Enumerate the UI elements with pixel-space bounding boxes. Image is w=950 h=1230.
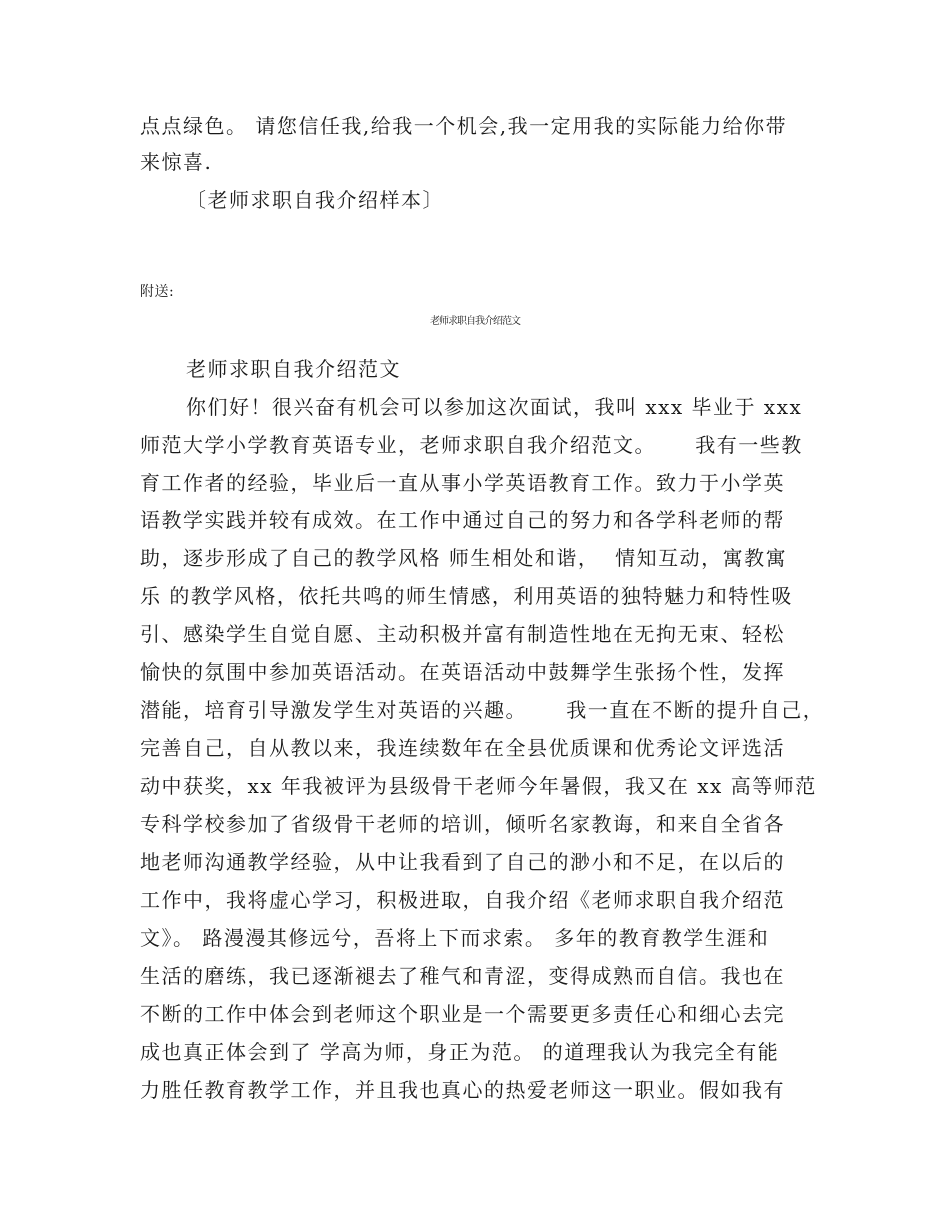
paragraph-line: 来惊喜. [140, 150, 213, 174]
body-line: 不断的工作中体会到老师这个职业是一个需要更多责任心和细心去完 [140, 1002, 785, 1026]
section-heading: 老师求职自我介绍范文 [186, 357, 401, 381]
body-line: 语教学实践并较有成效。在工作中通过自己的努力和各学科老师的帮 [140, 508, 785, 532]
body-line: 助，逐步形成了自己的教学风格 师生相处和谐， 情知互动，寓教寓 [140, 546, 788, 570]
body-line: 引、感染学生自觉自愿、主动积极并富有制造性地在无拘无束、轻松 [140, 622, 785, 646]
body-line: 动中获奖，xx 年我被评为县级骨干老师今年暑假，我又在 xx 高等师范 [140, 774, 817, 798]
body-line: 专科学校参加了省级骨干老师的培训，倾听名家教诲，和来自全省各 [140, 812, 785, 836]
body-line: 你们好！很兴奋有机会可以参加这次面试，我叫 xxx 毕业于 xxx [186, 395, 803, 419]
body-line: 育工作者的经验，毕业后一直从事小学英语教育工作。致力于小学英 [140, 471, 785, 495]
body-line: 完善自己，自从教以来，我连续数年在全县优质课和优秀论文评选活 [140, 736, 785, 760]
sample-note: 〔老师求职自我介绍样本〕 [186, 188, 444, 212]
body-line: 文》。 路漫漫其修远兮，吾将上下而求索。 多年的教育教学生涯和 [140, 926, 770, 950]
body-line: 力胜任教育教学工作，并且我也真心的热爱老师这一职业。假如我有 [140, 1078, 785, 1102]
appendix-label: 附送: [140, 284, 175, 300]
appendix-title: 老师求职自我介绍范文 [430, 316, 520, 327]
body-line: 工作中，我将虚心学习，积极进取，自我介绍《老师求职自我介绍范 [140, 888, 785, 912]
body-line: 生活的磨练，我已逐渐褪去了稚气和青涩，变得成熟而自信。我也在 [140, 964, 785, 988]
body-line: 地老师沟通教学经验，从中让我看到了自己的渺小和不足，在以后的 [140, 850, 785, 874]
body-line: 成也真正体会到了 学高为师，身正为范。 的道理我认为我完全有能 [140, 1040, 780, 1064]
body-line: 乐 的教学风格，依托共鸣的师生情感，利用英语的独特魅力和特性吸 [140, 584, 793, 608]
body-line: 潜能，培育引导激发学生对英语的兴趣。 我一直在不断的提升自己， [140, 698, 825, 722]
body-line: 愉快的氛围中参加英语活动。在英语活动中鼓舞学生张扬个性，发挥 [140, 660, 785, 684]
body-line: 师范大学小学教育英语专业，老师求职自我介绍范文。 我有一些教 [140, 433, 803, 457]
paragraph-line: 点点绿色。 请您信任我,给我一个机会,我一定用我的实际能力给你带 [140, 114, 788, 138]
